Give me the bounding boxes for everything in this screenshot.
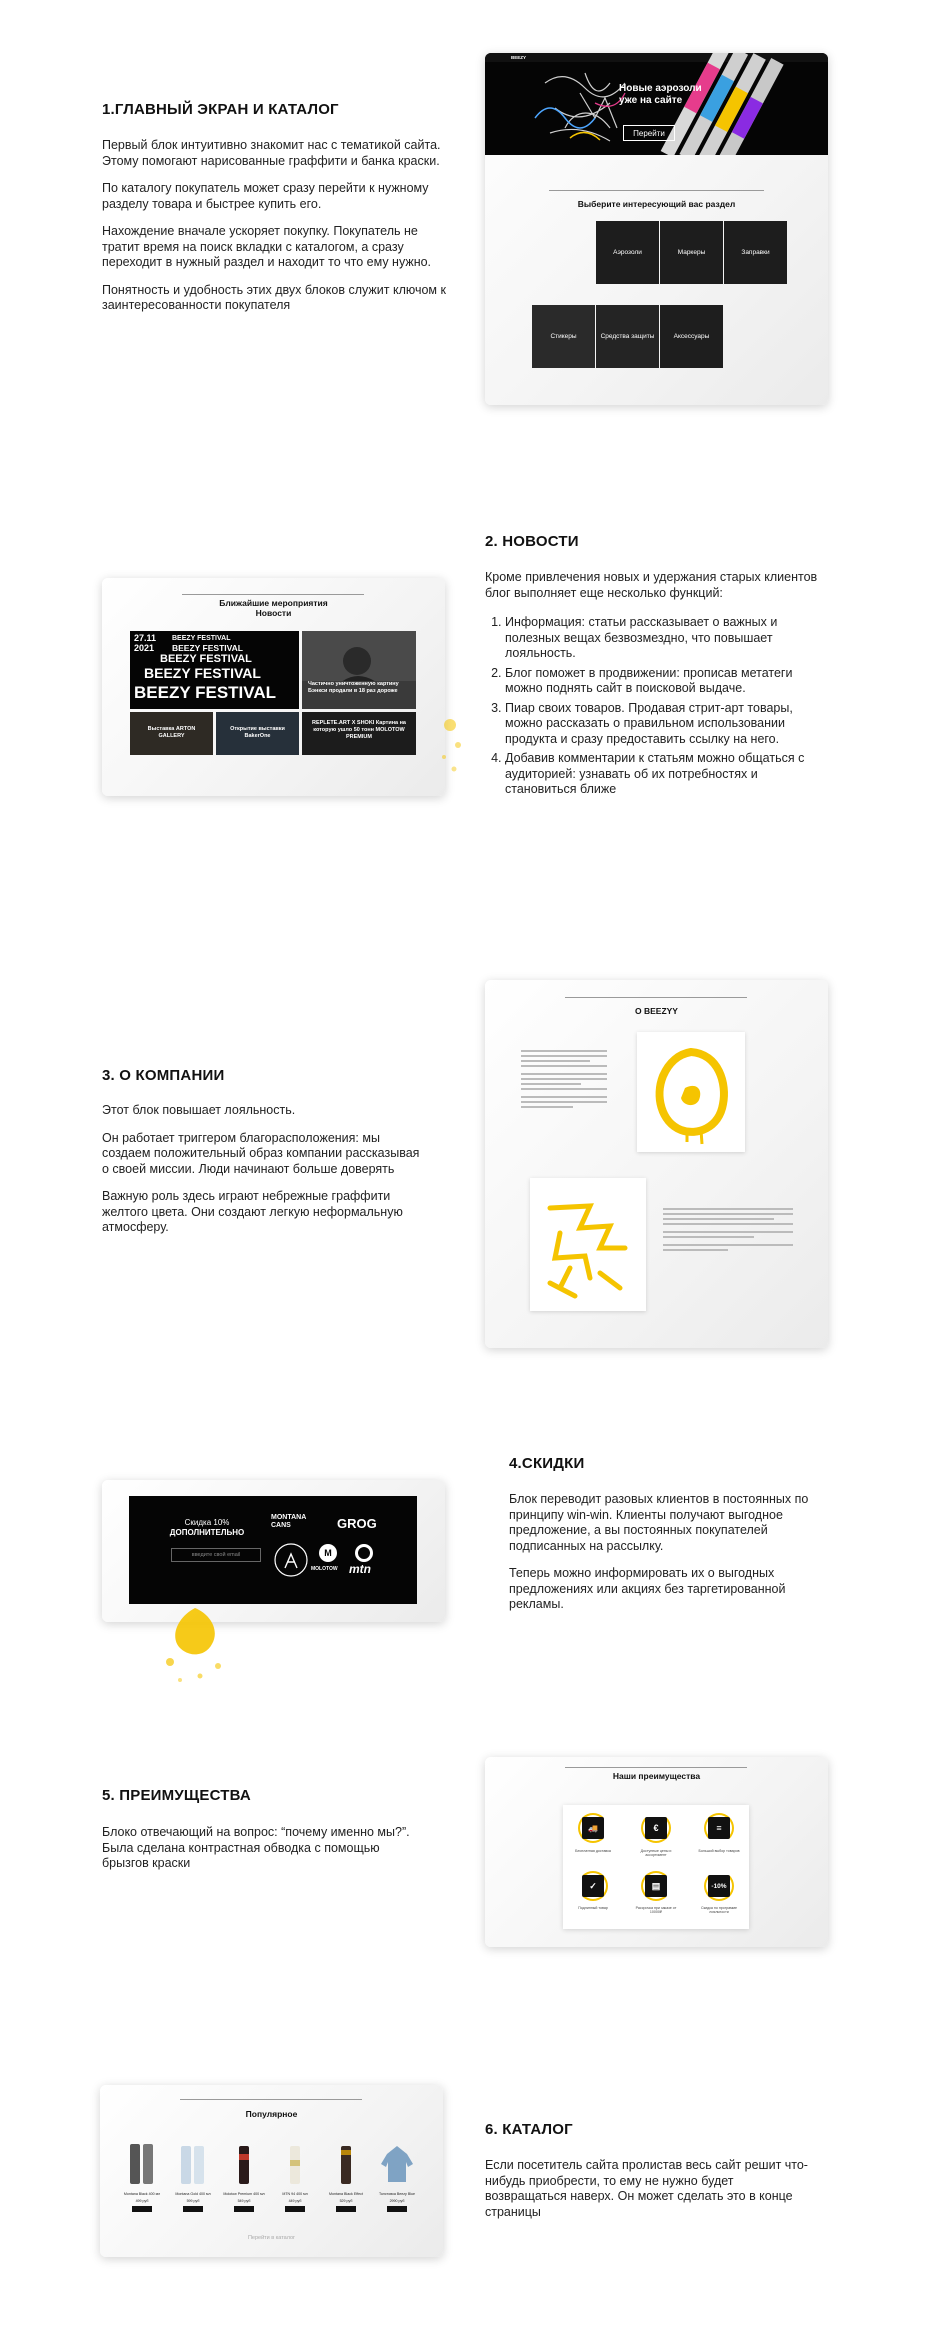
discount-icon: -10% bbox=[708, 1875, 730, 1897]
events-title: Ближайшие мероприятия bbox=[219, 598, 328, 608]
divider bbox=[180, 2099, 362, 2100]
section6-title: 6. КАТАЛОГ bbox=[485, 2121, 573, 2138]
hero-title: Новые аэрозоли уже на сайте bbox=[619, 83, 702, 106]
tag-graffiti bbox=[530, 1178, 646, 1311]
about-text-block bbox=[521, 1050, 607, 1111]
product-card[interactable] bbox=[171, 2140, 215, 2212]
euro-icon: € bbox=[645, 1817, 667, 1839]
brand-molotow: MOLOTOW bbox=[311, 1566, 338, 1572]
product-name: Molotow Premium 400 мл bbox=[223, 2192, 265, 2196]
product-price: 449 руб bbox=[288, 2199, 302, 2204]
section5-paragraph: Блоко отвечающий на вопрос: “почему именно мы?”. bbox=[102, 1825, 410, 1839]
spray-can-icon bbox=[120, 2140, 164, 2184]
spray-can-icon bbox=[171, 2140, 215, 2184]
section6-paragraph: Если посетитель сайта пролистав весь сайт решит что-нибудь приобрести, то ему не нужно будет возвращаться наверх. Он может сделать это в конце страницы bbox=[485, 2158, 808, 2219]
brand-mtn: mtn bbox=[349, 1562, 371, 1576]
news-banksy-text: Частично уничтоженную картину Бэнкси продали в 18 раз дороже bbox=[308, 681, 399, 694]
section5-text bbox=[102, 1825, 422, 1872]
category-refills[interactable]: Заправки bbox=[724, 221, 787, 284]
news-exhibition-text: Выставка ARTON GALLERY bbox=[147, 726, 196, 739]
news-replete-text: REPLETE.ART X SHOKI Картина на которую ушло 50 тонн MOLOTOW PREMIUM bbox=[311, 720, 406, 740]
news-title: Новости bbox=[255, 608, 292, 618]
section6-text bbox=[485, 2158, 815, 2220]
festival-date: 27.11 2021 bbox=[134, 633, 157, 653]
advantage-label: Скидка по программе лояльности bbox=[700, 1906, 738, 1915]
homepage-mockup bbox=[485, 53, 828, 405]
festival-name: BEEZY FESTIVAL bbox=[160, 653, 252, 665]
list-icon: ≡ bbox=[708, 1817, 730, 1839]
news-replete[interactable] bbox=[302, 712, 416, 755]
brand-montana: MONTANA CANS bbox=[271, 1514, 306, 1529]
section3-paragraph: Он работает триггером благорасположения: мы создаем положительный образ компании рассказывая о своей миссии. Люди начинают больше доверять bbox=[102, 1130, 420, 1176]
section2-text bbox=[485, 570, 830, 798]
spray-can-icon bbox=[273, 2140, 317, 2184]
product-price: 599 руб bbox=[186, 2199, 200, 2204]
divider bbox=[565, 997, 747, 998]
graffiti-eye-image bbox=[637, 1032, 745, 1152]
advantage-label: Большой выбор товаров bbox=[698, 1849, 740, 1853]
category-accessories[interactable]: Аксессуары bbox=[660, 305, 723, 368]
festival-name: BEEZY FESTIVAL bbox=[144, 665, 261, 681]
graffiti-photo bbox=[302, 631, 416, 681]
section2-list bbox=[485, 615, 830, 798]
brand-figure-logo bbox=[273, 1542, 309, 1578]
news-banksy[interactable] bbox=[302, 631, 416, 709]
section4-paragraph: Теперь можно информировать их о выгодных предложениях или акциях без таргетированной рекламы. bbox=[509, 1566, 786, 1611]
category-stickers[interactable]: Стикеры bbox=[532, 305, 595, 368]
eye-graffiti bbox=[637, 1032, 745, 1152]
section1-paragraph: Нахождение вначале ускоряет покупку. Покупатель не тратит время на поиск вкладки с каталогом, а сразу переходит в нужный раздел и находит то что ему нужно. bbox=[102, 224, 432, 269]
product-card[interactable] bbox=[273, 2140, 317, 2212]
festival-name: BEEZY FESTIVAL bbox=[134, 683, 277, 702]
product-price: 549 руб bbox=[237, 2199, 251, 2204]
advantages-panel bbox=[563, 1805, 749, 1929]
news-opening-text: Открытие выставки BakerOne bbox=[230, 726, 285, 739]
section5-paragraph: Была сделана контрастная обводка с помощью брызгов краски bbox=[102, 1840, 380, 1870]
section4-paragraph: Блок переводит разовых клиентов в постоянных по принципу win-win. Клиенты получают выгодное предложение, а вы постоянных покупателей подписанных на рассылку. bbox=[509, 1492, 809, 1553]
product-price: 529 руб bbox=[339, 2199, 353, 2204]
brand-molotow-logo: M bbox=[319, 1544, 337, 1562]
news-exhibition[interactable] bbox=[130, 712, 213, 755]
news-mockup bbox=[102, 578, 445, 796]
spray-can-icon bbox=[324, 2140, 368, 2184]
product-price: 2990 руб bbox=[389, 2199, 405, 2204]
graffiti-tag-image bbox=[530, 1178, 646, 1311]
catalog-title: Выберите интересующий вас раздел bbox=[577, 199, 736, 209]
buy-button[interactable] bbox=[234, 2206, 254, 2212]
list-item: 3. Пиар своих товаров. Продавая стрит-арт товары, можно рассказать о правильном использовании продукта и сразу предоставить ссылку на него. bbox=[505, 701, 830, 748]
advantage-label: Доступные цены и ассортимент bbox=[640, 1849, 672, 1858]
list-item: 1. Информация: статьи рассказывает о важных и полезных вещах безвозмездно, что повышает лояльность. bbox=[505, 615, 830, 662]
divider bbox=[182, 594, 364, 595]
discount-text-1: Скидка 10% bbox=[184, 1518, 230, 1527]
product-card[interactable] bbox=[375, 2140, 419, 2212]
section3-text bbox=[102, 1103, 427, 1236]
section5-title: 5. ПРЕИМУЩЕСТВА bbox=[102, 1787, 251, 1804]
advantages-mockup bbox=[485, 1757, 828, 1947]
festival-name: BEEZY FESTIVAL bbox=[172, 643, 244, 653]
product-name: Montana Gold 400 мл bbox=[175, 2192, 211, 2196]
section1-paragraph: Первый блок интуитивно знакомит нас с тематикой сайта. Этому помогают нарисованные граффити и банка краски. bbox=[102, 138, 441, 168]
buy-button[interactable] bbox=[285, 2206, 305, 2212]
hero-banner bbox=[485, 53, 828, 155]
catalog-link[interactable]: Перейти в каталог bbox=[247, 2235, 296, 2241]
section4-title: 4.СКИДКИ bbox=[509, 1455, 585, 1472]
list-item: 4. Добавив комментарии к статьям можно общаться с аудиторией: узнавать об их потребностях и становиться ближе bbox=[505, 751, 830, 798]
section3-paragraph: Этот блок повышает лояльность. bbox=[102, 1103, 296, 1117]
advantage-label: Подлинный товар bbox=[578, 1906, 608, 1910]
section1-paragraph: По каталогу покупатель может сразу перейти к нужному разделу товара и быстрее купить его. bbox=[102, 181, 429, 211]
product-price: 499 руб bbox=[135, 2199, 149, 2204]
hero-cta-button[interactable]: Перейти bbox=[623, 125, 675, 141]
advantage-label: Бесплатная доставка bbox=[575, 1849, 611, 1853]
advantage-label: Рассрочка при заказе от 10000₽ bbox=[635, 1906, 677, 1915]
about-title: О BEEZYY bbox=[635, 1006, 678, 1016]
discount-text-2: ДОПОЛНИТЕЛЬНО bbox=[169, 1528, 245, 1537]
section1-text bbox=[102, 138, 447, 314]
product-name: Montana Black 400 мл bbox=[123, 2192, 161, 2196]
product-card[interactable] bbox=[120, 2140, 164, 2212]
check-icon: ✓ bbox=[582, 1875, 604, 1897]
divider bbox=[565, 1767, 747, 1768]
buy-button[interactable] bbox=[132, 2206, 152, 2212]
product-card[interactable] bbox=[324, 2140, 368, 2212]
product-name: MTN 94 400 мл bbox=[282, 2192, 308, 2196]
buy-button[interactable] bbox=[336, 2206, 356, 2212]
category-markers[interactable]: Маркеры bbox=[660, 221, 723, 284]
news-opening[interactable] bbox=[216, 712, 299, 755]
divider bbox=[549, 190, 764, 191]
festival-name: BEEZY FESTIVAL bbox=[172, 635, 231, 642]
brand-grog: GROG bbox=[337, 1516, 377, 1531]
receipt-icon: ▤ bbox=[645, 1875, 667, 1897]
section4-text bbox=[509, 1492, 829, 1613]
email-input[interactable]: введите свой email bbox=[171, 1548, 261, 1562]
product-name: Толстовка Beezy Blue bbox=[378, 2192, 416, 2196]
product-name: Montana Black Effect bbox=[329, 2192, 363, 2196]
category-sprays[interactable]: Аэрозоли bbox=[596, 221, 659, 284]
section1-title: 1.ГЛАВНЫЙ ЭКРАН И КАТАЛОГ bbox=[102, 101, 339, 118]
brand-target-logo bbox=[355, 1544, 373, 1562]
section2-title: 2. НОВОСТИ bbox=[485, 533, 579, 550]
discount-banner bbox=[129, 1496, 417, 1604]
popular-title: Популярное bbox=[245, 2109, 298, 2119]
hoodie-icon bbox=[375, 2140, 419, 2184]
section2-intro: Кроме привлечения новых и удержания старых клиентов блог выполняет еще несколько функций: bbox=[485, 570, 818, 600]
paint-splatter bbox=[430, 705, 470, 785]
advantages-title: Наши преимущества bbox=[612, 1771, 701, 1781]
buy-button[interactable] bbox=[183, 2206, 203, 2212]
category-protection[interactable]: Средства защиты bbox=[596, 305, 659, 368]
festival-banner[interactable] bbox=[130, 631, 299, 709]
popular-mockup bbox=[100, 2085, 443, 2257]
buy-button[interactable] bbox=[387, 2206, 407, 2212]
product-card[interactable] bbox=[222, 2140, 266, 2212]
mockup-logo: BEEZY bbox=[511, 55, 527, 60]
list-item: 2. Блог поможет в продвижении: прописав метатеги можно поднять сайт в поисковой выдаче. bbox=[505, 666, 830, 697]
section3-title: 3. О КОМПАНИИ bbox=[102, 1067, 225, 1084]
truck-icon: 🚚 bbox=[582, 1817, 604, 1839]
spray-can-icon bbox=[222, 2140, 266, 2184]
paint-splatter bbox=[150, 1600, 240, 1690]
section3-paragraph: Важную роль здесь играют небрежные граффити желтого цвета. Они создают легкую неформальную атмосферу. bbox=[102, 1189, 403, 1234]
about-text-block-2 bbox=[663, 1208, 793, 1254]
section1-paragraph: Понятность и удобность этих двух блоков служит ключом к заинтересованности покупателя bbox=[102, 282, 446, 312]
about-mockup bbox=[485, 980, 828, 1348]
